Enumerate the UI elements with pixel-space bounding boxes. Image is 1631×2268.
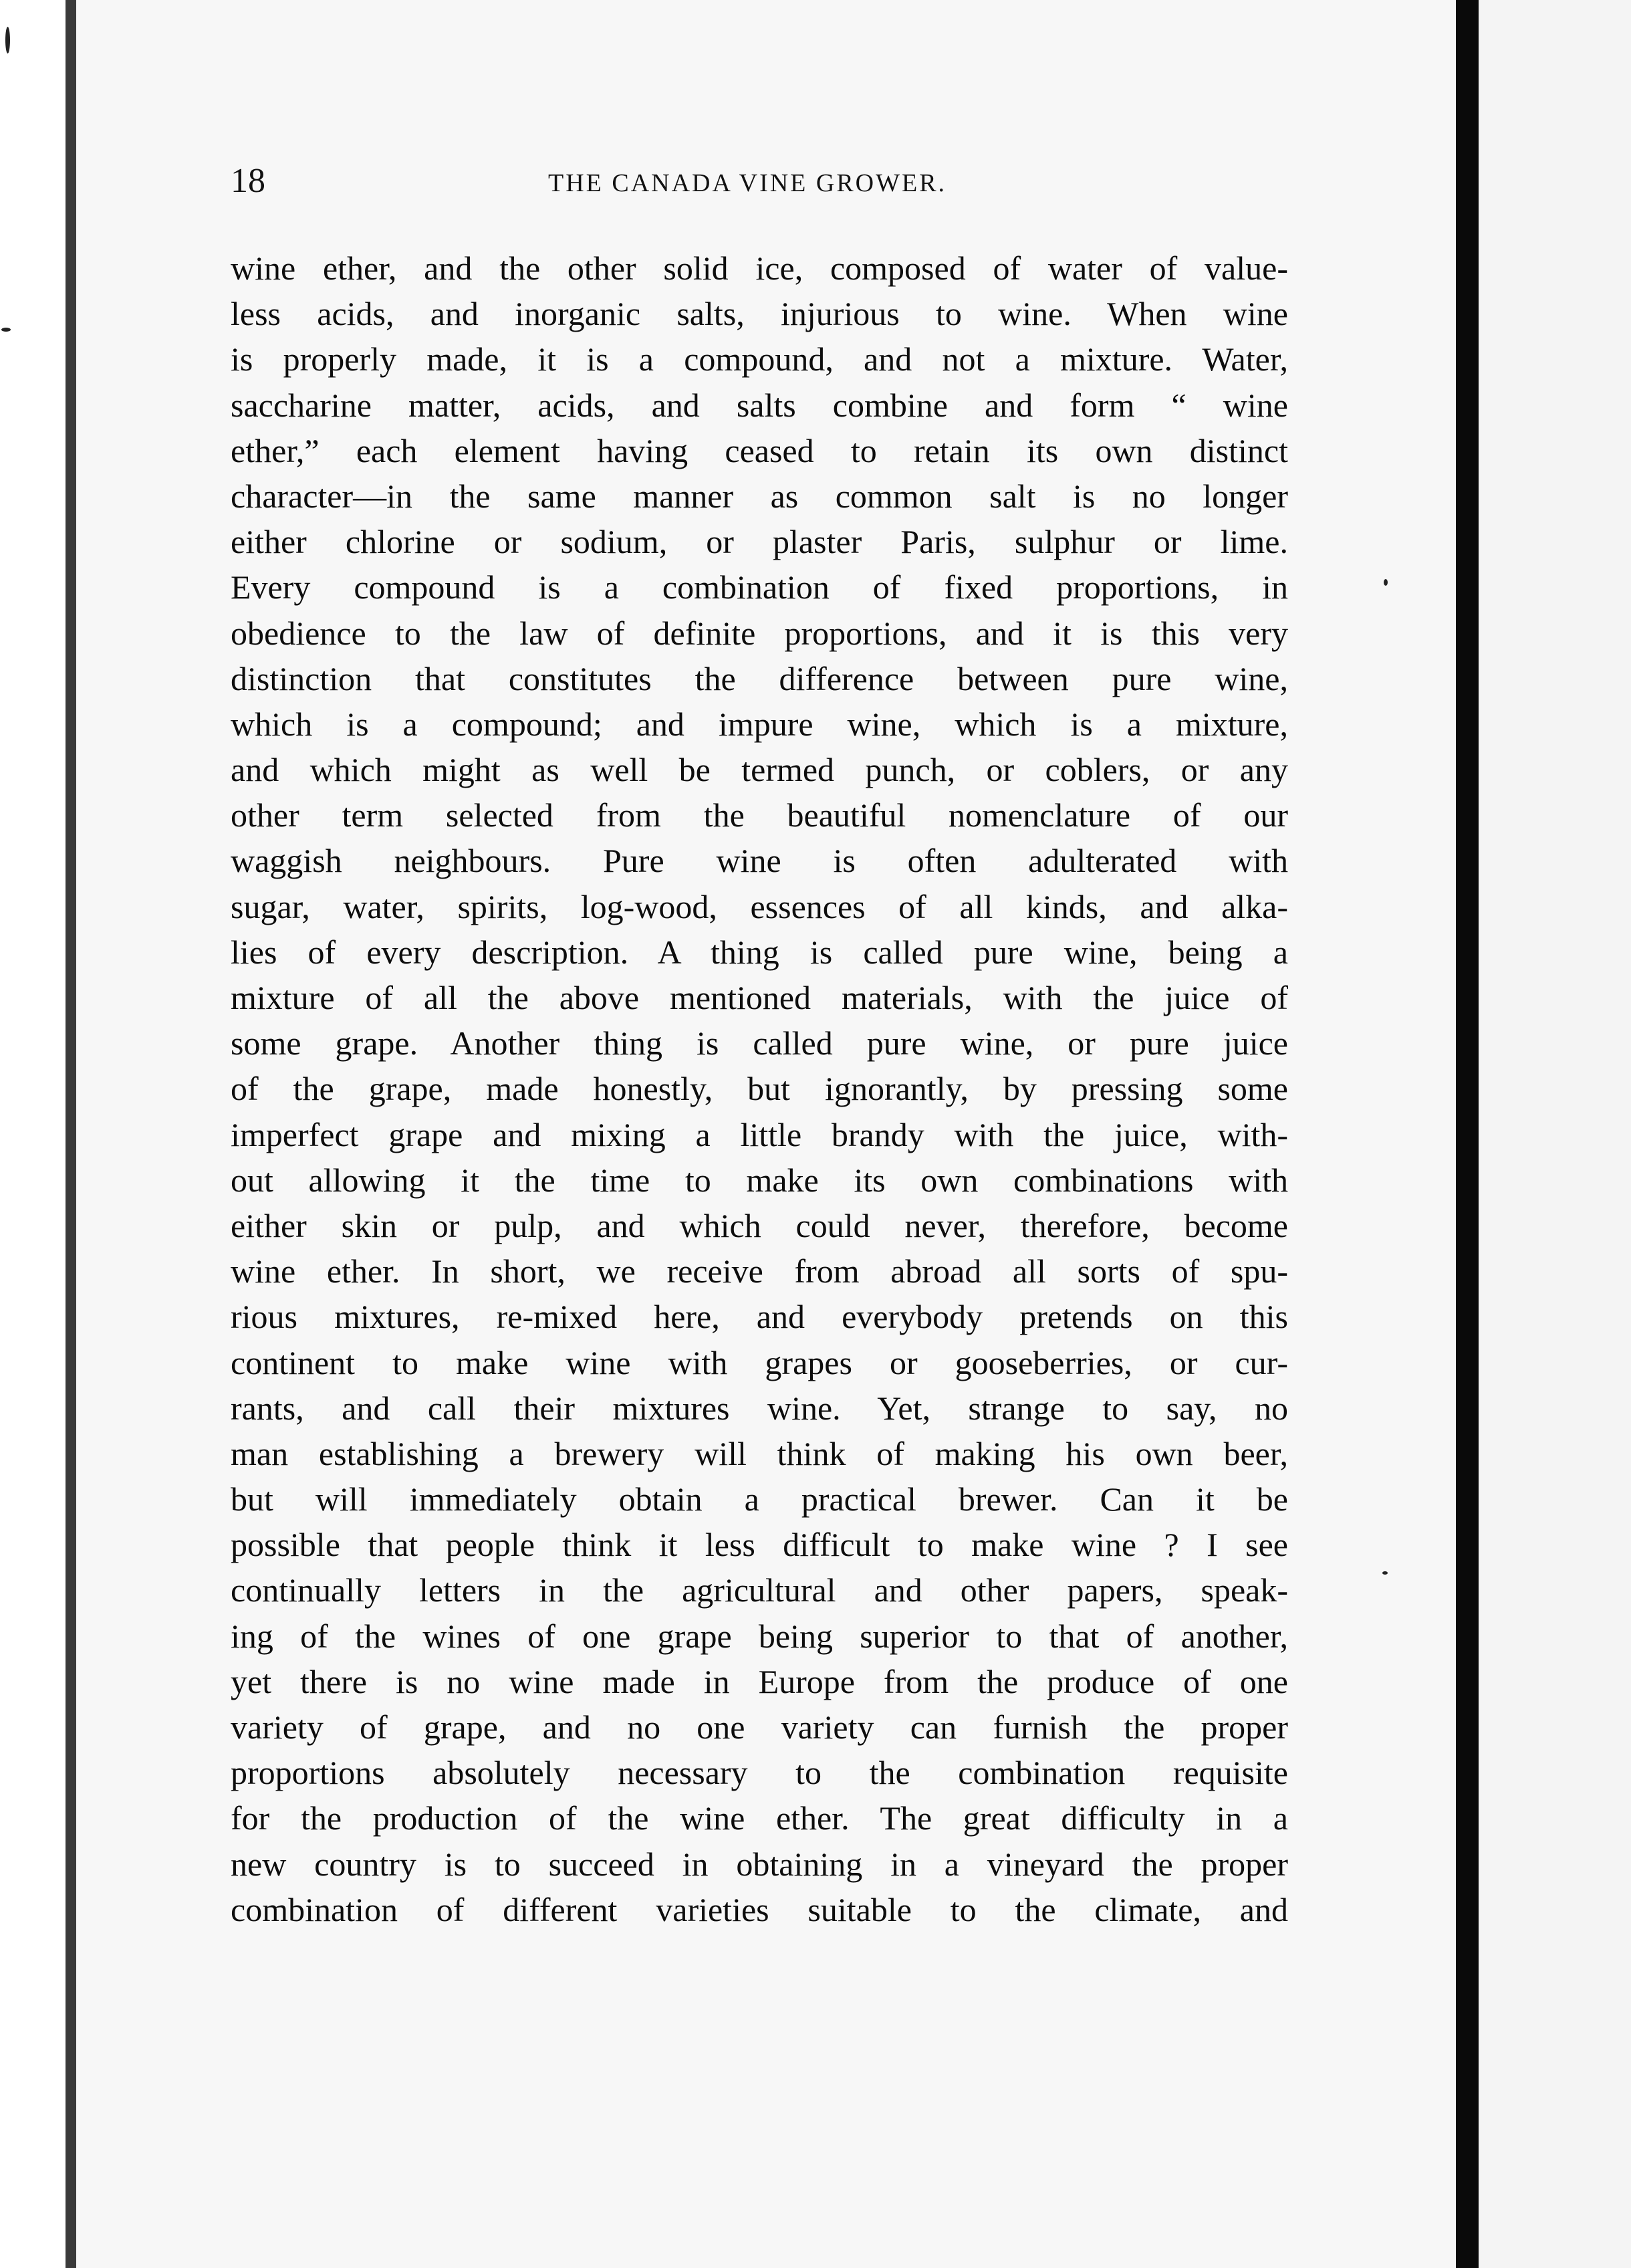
text-line: rants, and call their mixtures wine. Yet, strange to say, no: [231, 1389, 1288, 1427]
text-line: mixture of all the above mentioned materials, with the juice of: [231, 979, 1288, 1016]
facing-page: [1479, 0, 1631, 2268]
text-line: less acids, and inorganic salts, injurious to wine. When wine: [231, 295, 1288, 333]
text-line: waggish neighbours. Pure wine is often adulterated with: [231, 842, 1288, 880]
scan-margin: [0, 0, 47, 2268]
text-line: continent to make wine with grapes or gooseberries, or cur-: [231, 1343, 1288, 1381]
text-line: imperfect grape and mixing a little brandy with the juice, with-: [231, 1115, 1288, 1153]
text-line: wine ether, and the other solid ice, composed of water of value-: [231, 249, 1288, 287]
text-line: sugar, water, spirits, log-wood, essences of all kinds, and alka-: [231, 887, 1288, 925]
text-line: proportions absolutely necessary to the combination requisite: [231, 1754, 1288, 1792]
book-gutter: [1456, 0, 1479, 2268]
page-edge-shadow: [66, 0, 76, 2268]
text-line: either chlorine or sodium, or plaster Paris, sulphur or lime.: [231, 523, 1288, 561]
text-line: wine ether. In short, we receive from abroad all sorts of spu-: [231, 1252, 1288, 1290]
text-line: saccharine matter, acids, and salts combine and form “ wine: [231, 386, 1288, 424]
text-line: distinction that constitutes the difference between pure wine,: [231, 659, 1288, 697]
text-line: new country is to succeed in obtaining in a vineyard the proper: [231, 1845, 1288, 1883]
text-line: for the production of the wine ether. The great difficulty in a: [231, 1799, 1288, 1837]
text-line: either skin or pulp, and which could never, therefore, become: [231, 1206, 1288, 1244]
text-line: rious mixtures, re-mixed here, and everybody pretends on this: [231, 1298, 1288, 1336]
text-line: possible that people think it less difficult to make wine ? I see: [231, 1526, 1288, 1564]
scan-speck: [1384, 579, 1388, 586]
page-number: 18: [231, 162, 265, 200]
page-header: [231, 158, 1287, 205]
text-line: ing of the wines of one grape being superior to that of another,: [231, 1617, 1288, 1655]
text-line: man establishing a brewery will think of making his own beer,: [231, 1434, 1288, 1472]
text-line: continually letters in the agricultural and other papers, speak-: [231, 1571, 1288, 1609]
text-line: out allowing it the time to make its own combinations with: [231, 1161, 1288, 1199]
text-line: combination of different varieties suitable to the climate, and: [231, 1890, 1288, 1928]
text-line: is properly made, it is a compound, and not a mixture. Water,: [231, 340, 1288, 378]
text-line: which is a compound; and impure wine, which is a mixture,: [231, 705, 1288, 743]
text-line: but will immediately obtain a practical brewer. Can it be: [231, 1480, 1288, 1518]
text-line: Every compound is a combination of fixed proportions, in: [231, 568, 1288, 606]
running-head: THE CANADA VINE GROWER.: [548, 169, 947, 197]
text-line: and which might as well be termed punch, or coblers, or any: [231, 751, 1288, 789]
scan-speck: [5, 27, 10, 53]
text-line: of the grape, made honestly, but ignorantly, by pressing some: [231, 1070, 1288, 1108]
text-line: ether,” each element having ceased to retain its own distinct: [231, 431, 1288, 469]
text-line: character—in the same manner as common salt is no longer: [231, 477, 1288, 515]
text-line: obedience to the law of definite proportions, and it is this very: [231, 614, 1288, 652]
scan-speck: [1, 328, 11, 332]
text-line: other term selected from the beautiful nomenclature of our: [231, 796, 1288, 834]
text-line: some grape. Another thing is called pure wine, or pure juice: [231, 1024, 1288, 1062]
text-line: lies of every description. A thing is called pure wine, being a: [231, 933, 1288, 971]
text-line: yet there is no wine made in Europe from the produce of one: [231, 1662, 1288, 1700]
body-text: [231, 245, 1288, 1932]
scan-speck: [1382, 1571, 1388, 1575]
text-line: variety of grape, and no one variety can furnish the proper: [231, 1708, 1288, 1746]
